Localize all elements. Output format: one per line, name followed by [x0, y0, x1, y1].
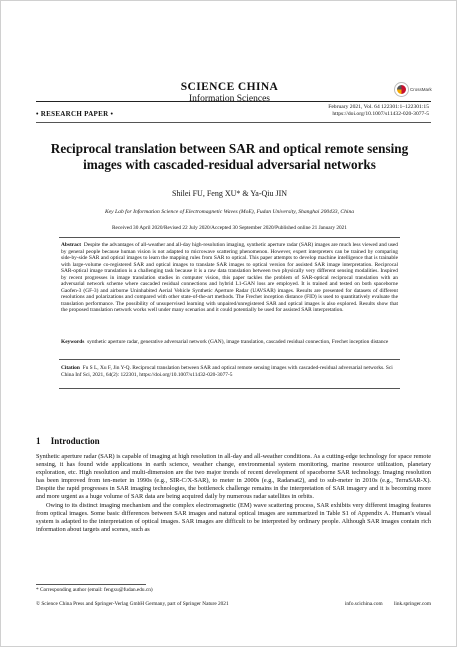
article-title: Reciprocal translation between SAR and optical remote sensing images with cascaded-residual adversarial networks	[50, 141, 409, 172]
body-text	[36, 453, 431, 534]
citation-rule-bottom	[59, 388, 400, 389]
citation-block	[61, 365, 398, 378]
header-rule-top	[36, 101, 431, 102]
header-rule-bottom	[36, 122, 431, 123]
affiliation: Key Lab for Information Science of Electromagnetic Waves (MoE), Fudan University, Shanghai 200433, China	[104, 209, 355, 215]
abstract-block	[61, 242, 398, 314]
footnote-rule	[36, 584, 146, 585]
crossmark-icon	[395, 83, 408, 96]
journal-subtitle: Information Sciences	[189, 94, 270, 104]
copyright-notice: © Science China Press and Springer-Verlag GmbH Germany, part of Springer Nature 2021	[36, 601, 229, 607]
publication-volume: February 2021, Vol. 64 122301:1–122301:15	[328, 104, 429, 110]
section-number: 1	[36, 436, 41, 446]
crossmark-badge[interactable]	[395, 80, 433, 98]
citation-text: Fu S L, Xu F, Jin Y-Q. Reciprocal translation between SAR and optical remote sensing images with cascaded-residual adversarial networks. Sci China Inf Sci, 2021, 64(2): 122301, https://doi.org/10.1007/s11432-020-3077-5	[61, 365, 393, 378]
body-paragraph: Owing to its distinct imaging mechanism and the complex electromagnetic (EM) wave scattering process, SAR exhibits very different imaging features from optical images. Some basic differences between SAR images and natural optical images are summarized in Table S1 of Appendix A. Human's visual system is adapted to the interpretation of optical images. SAR images are difficult to be interpreted by ordinary people. Although SAR images contain rich information about targets and scenes, such as	[36, 501, 431, 533]
publication-info	[328, 104, 429, 118]
paper-type-label: • RESEARCH PAPER •	[36, 110, 114, 118]
abstract-rule-top	[59, 237, 400, 238]
citation-rule-top	[59, 359, 400, 360]
footer-links	[345, 601, 431, 607]
footnote: * Corresponding author (email: fengxu@fudan.edu.cn)	[36, 587, 153, 593]
publication-doi[interactable]: https://doi.org/10.1007/s11432-020-3077-5	[332, 111, 429, 117]
journal-name: SCIENCE CHINA	[180, 81, 279, 93]
section-heading	[36, 436, 100, 446]
footer-link-springer[interactable]: link.springer.com	[393, 601, 431, 607]
history-dates: Received 30 April 2020/Revised 22 July 2020/Accepted 30 September 2020/Published online 21 January 2021	[112, 225, 347, 231]
section-title: Introduction	[50, 436, 100, 446]
keywords-label: Keywords	[61, 339, 85, 345]
keywords-text: synthetic aperture radar, generative adversarial network (GAN), image translation, cascaded residual connection, Frechet inception distance	[87, 339, 389, 345]
abstract-label: Abstract	[61, 242, 82, 248]
keywords-block	[61, 339, 398, 346]
abstract-text: Despite the advantages of all-weather and all-day high-resolution imaging, synthetic aperture radar (SAR) images are much less viewed and used by general people because human vision is not adapted to microwave scattering phenomenon. However, expert interpreters can be trained by comparing side-by-side SAR and optical images to learn the mapping rules from SAR to optical. This paper attempts to develop machine intelligence that is trainable with large-volume co-registered SAR and optical images to translate SAR images to optical version for assisted SAR image interpretation. Reciprocal SAR-optical image translation is a challenging task because it is a raw data translation between two physically very different sensing modalities. Inspired by recent progresses in image translation studies in computer vision, this paper tackles the problem of SAR-optical reciprocal translation with an adversarial network scheme where cascaded residual connections and hybrid L1-GAN loss are employed. It is trained and tested on both spaceborne Gaofen-3 (GF-3) and airborne Uninhabited Aerial Vehicle Synthetic Aperture Radar (UAVSAR) images. Results are presented for datasets of different resolutions and polarizations and compared with other state-of-the-art methods. The Frechet inception distance (FID) is used to quantitatively evaluate the translation performance. The possibility of unsupervised learning with unpaired/unregistered SAR and optical images is also explored. Results show that the proposed translation network works well under many scenarios and it could potentially be used for assisted SAR interpretation.	[61, 242, 398, 314]
citation-label: Citation	[61, 365, 80, 371]
page-footer	[36, 601, 431, 607]
body-paragraph: Synthetic aperture radar (SAR) is capable of imaging at high resolution in all-day and all-weather conditions. As a cutting-edge technology for space remote sensing, it has found wide applications in earth science, weather change, environmental system monitoring, marine resource utilization, planetary exploration, etc. High resolution and multi-dimension are the two major trends of recent development of spaceborne SAR technology. Imaging resolution has been improved from ten-meter in 1990s (e.g., SIR-C/X-SAR), to meter in 2000s (e.g., Radarsat2), and to sub-meter in 2010s (e.g., TerraSAR-X). Despite the rapid progresses in SAR imaging technologies, the bottleneck challenge remains in the interpretation of SAR imagery and it is becoming more and more urgent as a huge volume of SAR data are being acquired daily by numerous radar satellites in orbits.	[36, 453, 431, 501]
author-list: Shilei FU, Feng XU* & Ya-Qiu JIN	[171, 189, 288, 198]
crossmark-label: CrossMark	[410, 86, 432, 92]
footer-link-scichina[interactable]: info.scichina.com	[344, 601, 383, 607]
